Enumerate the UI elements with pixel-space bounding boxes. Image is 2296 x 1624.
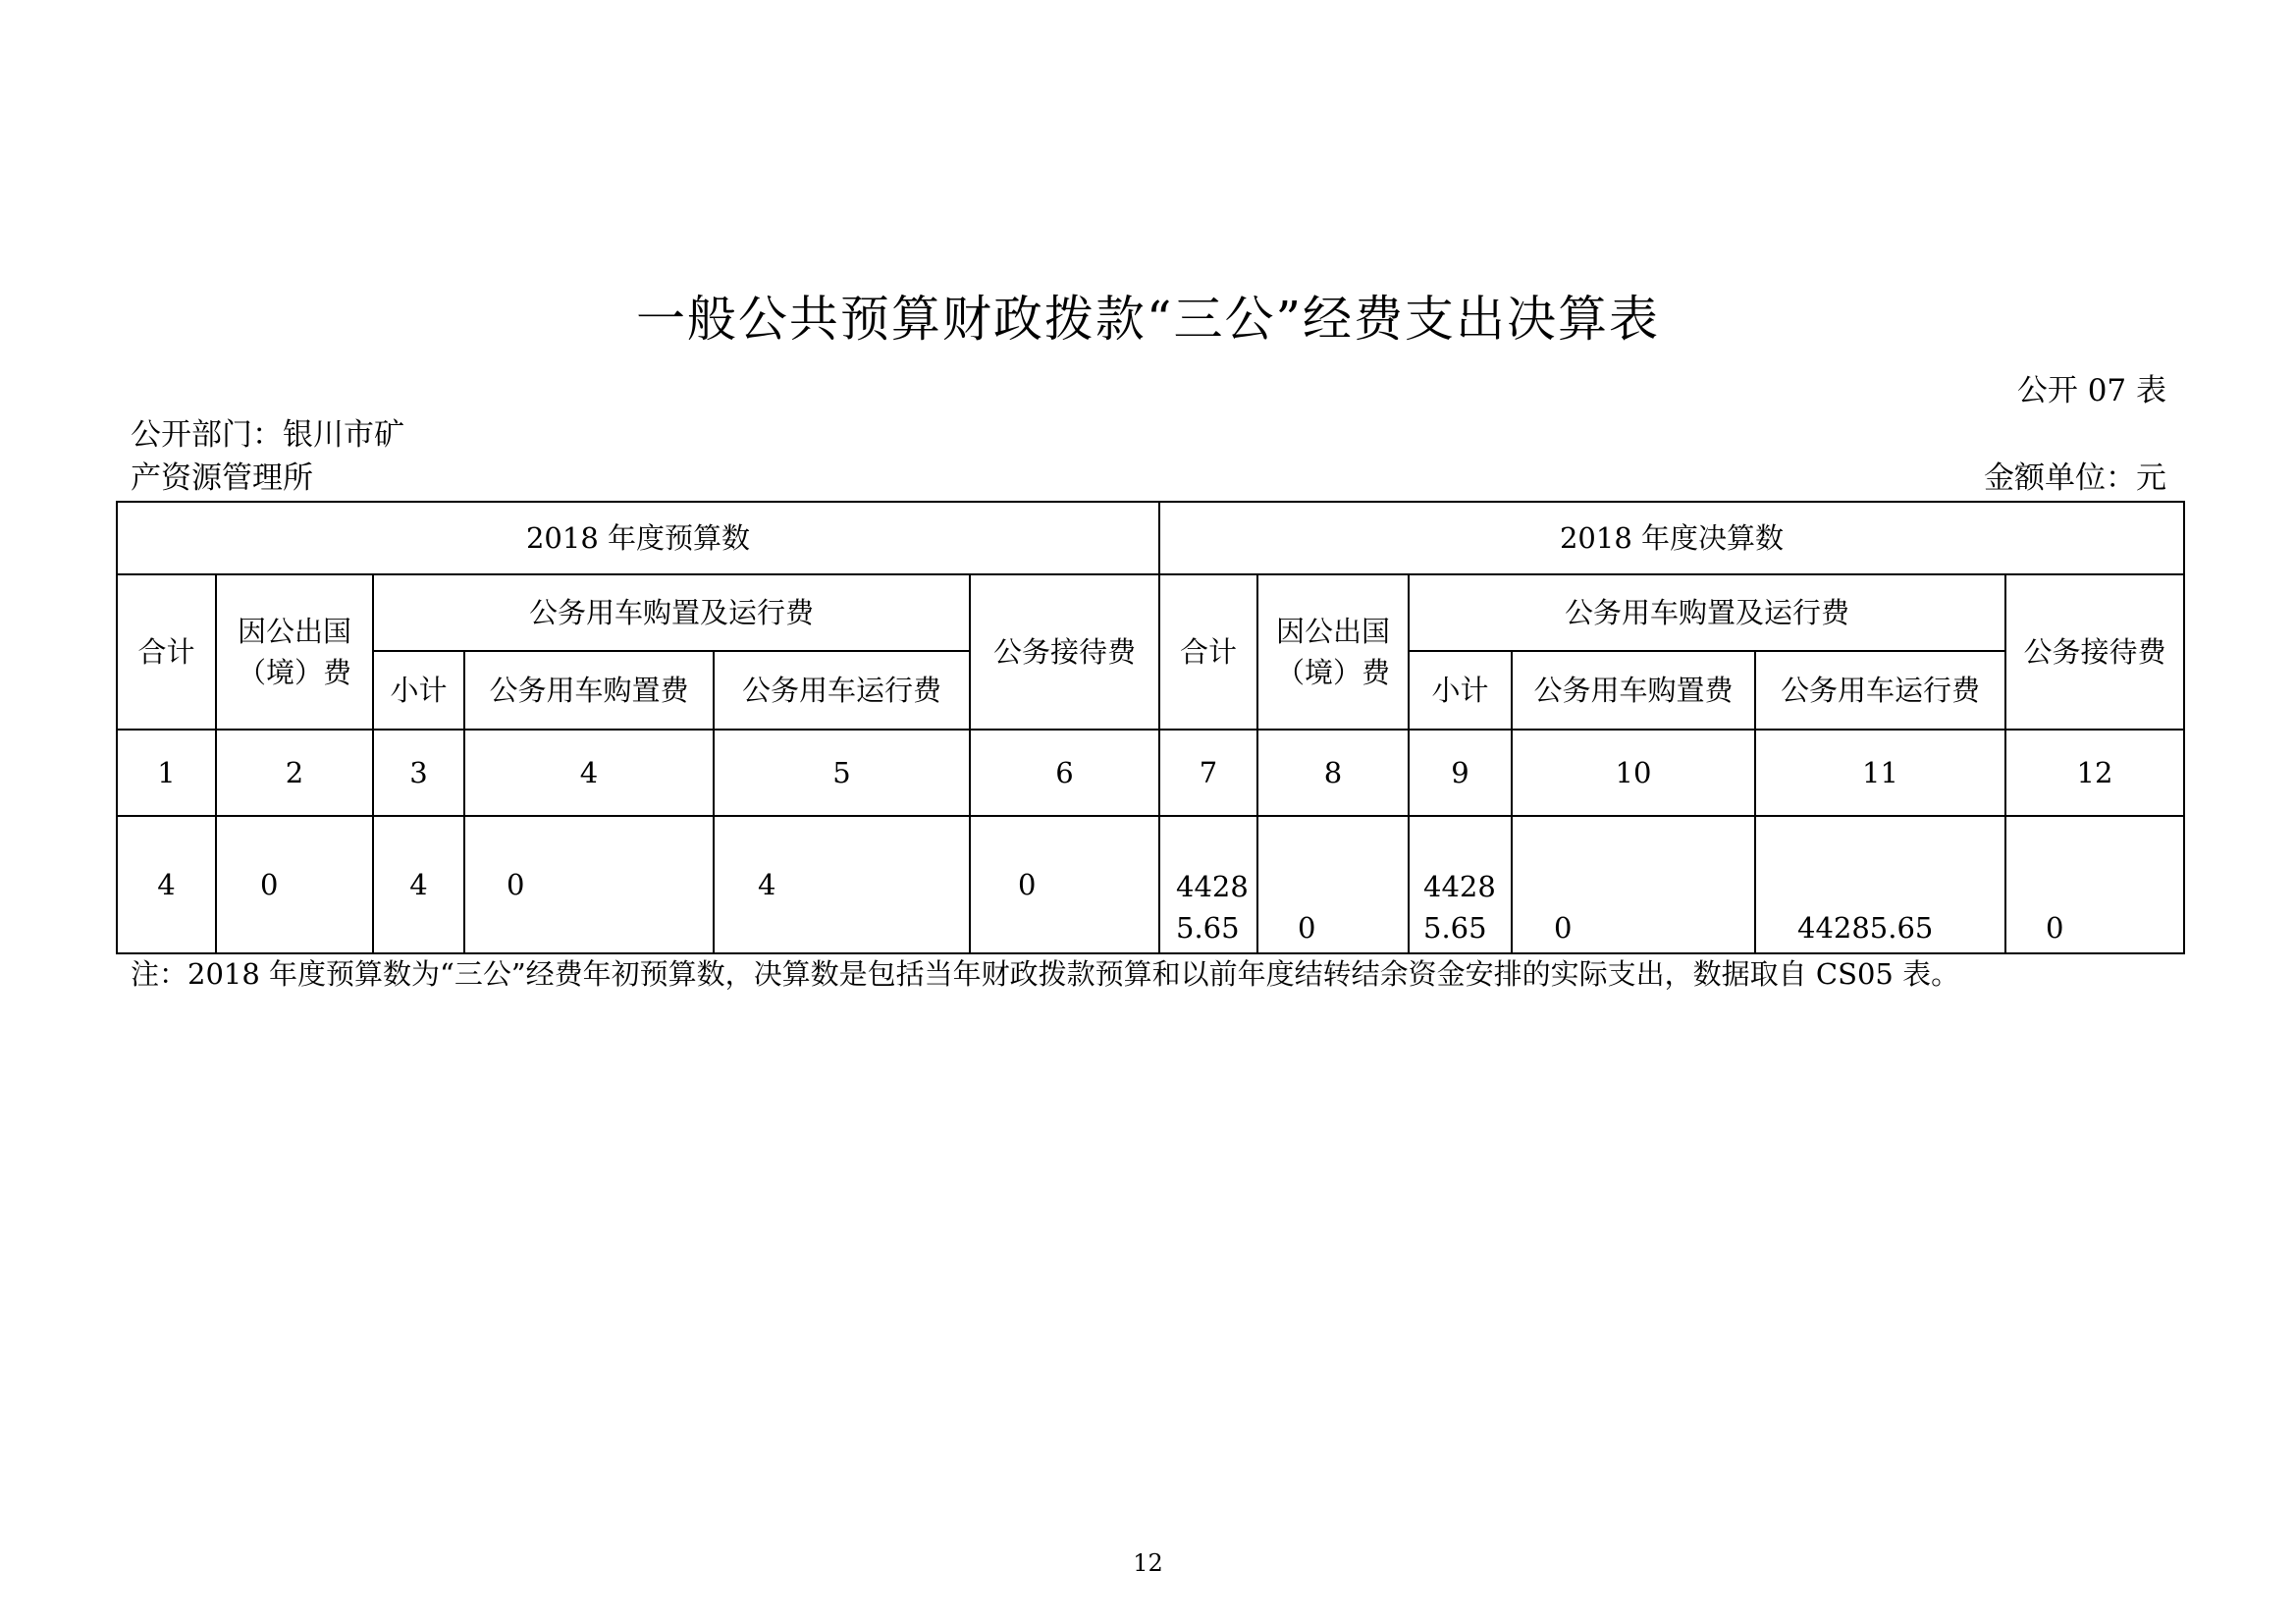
header-line: （境）费 xyxy=(237,656,351,689)
column-number: 5 xyxy=(714,730,970,816)
column-number: 6 xyxy=(970,730,1159,816)
department-label xyxy=(131,413,404,500)
final-subtotal-value xyxy=(1409,816,1512,953)
budget-reception-header: 公务接待费 xyxy=(970,574,1159,730)
budget-abroad-value: 0 xyxy=(216,816,373,953)
column-number: 12 xyxy=(2005,730,2184,816)
value-line: 4428 xyxy=(1176,870,1249,903)
final-car-run-header: 公务用车运行费 xyxy=(1755,651,2005,730)
column-number: 10 xyxy=(1512,730,1755,816)
final-reception-header: 公务接待费 xyxy=(2005,574,2184,730)
column-number: 3 xyxy=(373,730,464,816)
column-number: 1 xyxy=(117,730,216,816)
budget-car-run-header: 公务用车运行费 xyxy=(714,651,970,730)
department-line-1: 公开部门：银川市矿 xyxy=(131,417,404,453)
value-line: 5.65 xyxy=(1176,911,1240,945)
final-car-run-value: 44285.65 xyxy=(1755,816,2005,953)
budget-subtotal-value: 4 xyxy=(373,816,464,953)
header-line: （境）费 xyxy=(1275,656,1390,689)
page-title: 一般公共预算财政拨款“三公”经费支出决算表 xyxy=(635,291,1661,348)
value-line: 5.65 xyxy=(1423,911,1487,945)
budget-car-group-header: 公务用车购置及运行费 xyxy=(373,574,970,651)
budget-abroad-header xyxy=(216,574,373,730)
column-number: 11 xyxy=(1755,730,2005,816)
table-data-row xyxy=(117,816,2184,953)
budget-total-header: 合计 xyxy=(117,574,216,730)
final-car-group-header: 公务用车购置及运行费 xyxy=(1409,574,2005,651)
final-car-purchase-value: 0 xyxy=(1512,816,1755,953)
department-line-2: 产资源管理所 xyxy=(131,460,313,496)
column-number: 7 xyxy=(1159,730,1257,816)
final-abroad-header xyxy=(1257,574,1409,730)
column-number: 4 xyxy=(464,730,714,816)
budget-car-purchase-value: 0 xyxy=(464,816,714,953)
column-number: 9 xyxy=(1409,730,1512,816)
form-number: 公开 07 表 xyxy=(2016,373,2166,408)
column-number: 8 xyxy=(1257,730,1409,816)
budget-subtotal-header: 小计 xyxy=(373,651,464,730)
header-line: 因公出国 xyxy=(1275,615,1390,648)
amount-unit: 金额单位：元 xyxy=(1984,460,2166,496)
budget-group-header: 2018 年度预算数 xyxy=(117,502,1159,574)
budget-total-value: 4 xyxy=(117,816,216,953)
table-footnote: 注：2018 年度预算数为“三公”经费年初预算数，决算数是包括当年财政拨款预算和以前年度结转结余资金安排的实际支出，数据取自 CS05 表。 xyxy=(131,957,1960,991)
value-line: 4428 xyxy=(1423,870,1496,903)
final-total-value xyxy=(1159,816,1257,953)
page-number: 12 xyxy=(1133,1549,1163,1577)
final-subtotal-header: 小计 xyxy=(1409,651,1512,730)
table-header-row-1 xyxy=(117,574,2184,651)
final-car-purchase-header: 公务用车购置费 xyxy=(1512,651,1755,730)
three-public-expenses-table xyxy=(116,501,2185,954)
budget-reception-value: 0 xyxy=(970,816,1159,953)
column-number: 2 xyxy=(216,730,373,816)
final-group-header: 2018 年度决算数 xyxy=(1159,502,2184,574)
table-group-header-row xyxy=(117,502,2184,574)
final-abroad-value: 0 xyxy=(1257,816,1409,953)
column-number-row xyxy=(117,730,2184,816)
final-total-header: 合计 xyxy=(1159,574,1257,730)
budget-car-run-value: 4 xyxy=(714,816,970,953)
budget-car-purchase-header: 公务用车购置费 xyxy=(464,651,714,730)
final-reception-value: 0 xyxy=(2005,816,2184,953)
header-line: 因公出国 xyxy=(237,615,351,648)
